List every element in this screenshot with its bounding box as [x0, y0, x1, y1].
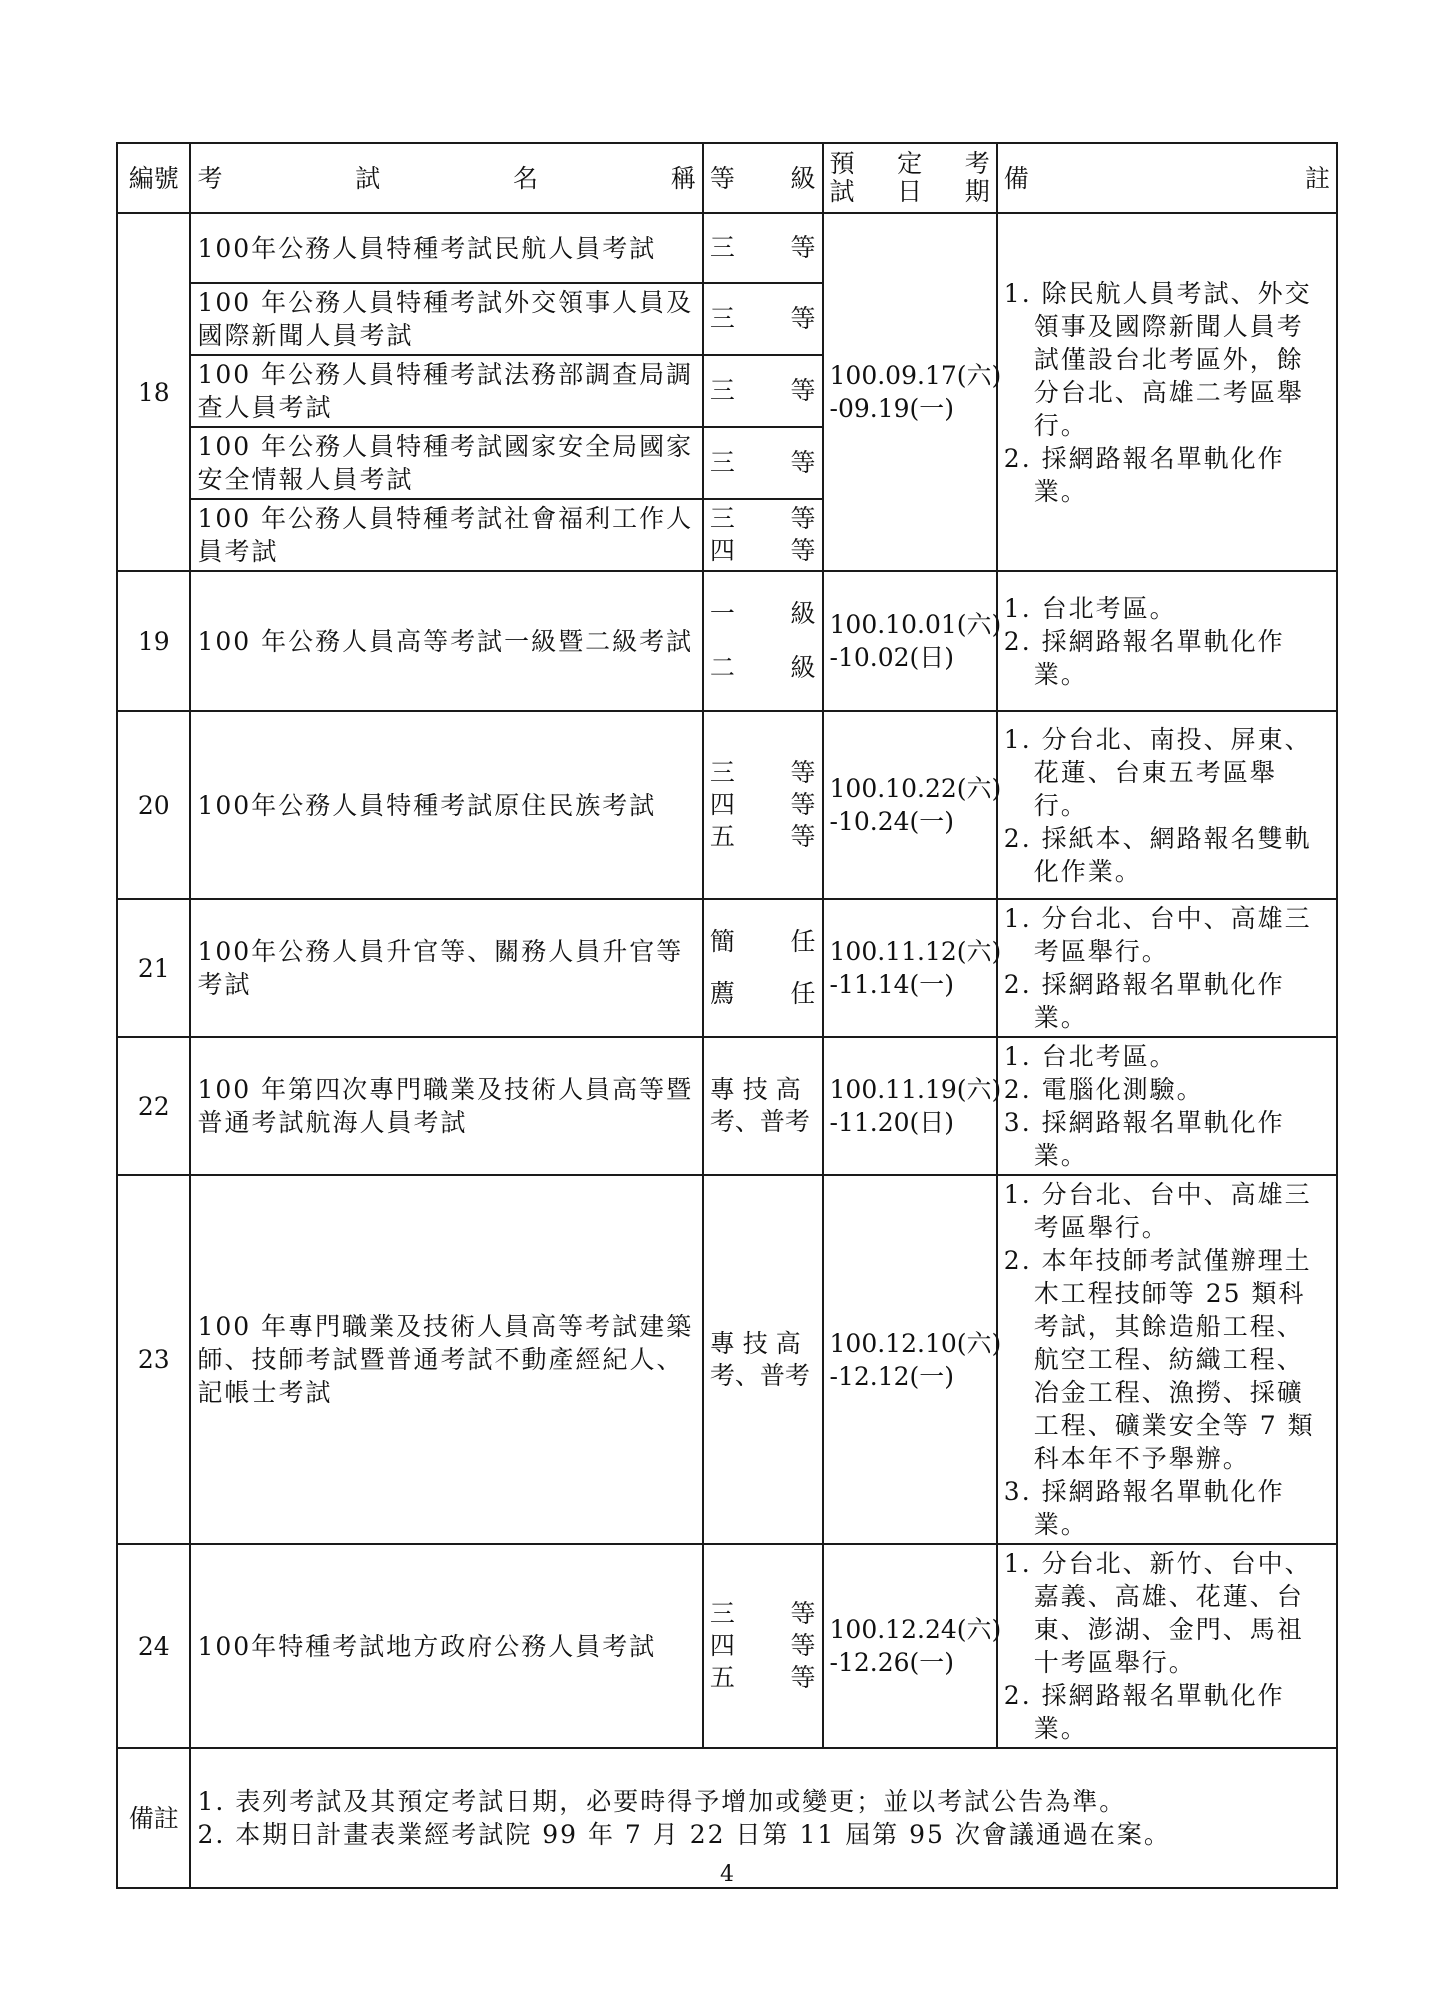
exam-name: 100 年公務人員特種考試法務部調查局調查人員考試	[190, 355, 702, 427]
remarks-label: 備註	[117, 1748, 190, 1888]
exam-notes: 1. 分台北、台中、高雄三考區舉行。 2. 採網路報名單軌化作業。	[997, 899, 1337, 1037]
exam-name: 100年公務人員特種考試原住民族考試	[190, 711, 702, 899]
exam-name: 100 年公務人員高等考試一級暨二級考試	[190, 571, 702, 711]
exam-grade: 三 等	[703, 427, 823, 499]
exam-name: 100年特種考試地方政府公務人員考試	[190, 1544, 702, 1748]
exam-notes: 1. 台北考區。 2. 採網路報名單軌化作業。	[997, 571, 1337, 711]
table-row	[117, 1175, 1337, 1544]
table-row	[117, 899, 1337, 1037]
exam-grade: 三 等	[703, 283, 823, 355]
exam-grade: 三 等	[703, 213, 823, 283]
exam-notes: 1. 台北考區。 2. 電腦化測驗。 3. 採網路報名單軌化作業。	[997, 1037, 1337, 1175]
table-row	[117, 1544, 1337, 1748]
exam-date: 100.09.17(六) -09.19(一)	[823, 213, 997, 571]
row-number: 23	[117, 1175, 190, 1544]
header-exam-name: 考 試 名 稱	[190, 143, 702, 213]
exam-name: 100 年公務人員特種考試外交領事人員及國際新聞人員考試	[190, 283, 702, 355]
exam-grade: 三 等 四 等 五 等	[703, 1544, 823, 1748]
row-number: 18	[117, 213, 190, 571]
exam-date: 100.10.22(六) -10.24(一)	[823, 711, 997, 899]
row-number: 22	[117, 1037, 190, 1175]
header-grade: 等 級	[703, 143, 823, 213]
exam-notes: 1. 分台北、南投、屏東、花蓮、台東五考區舉行。 2. 採紙本、網路報名雙軌化作業。	[997, 711, 1337, 899]
exam-grade: 一 級 二 級	[703, 571, 823, 711]
exam-notes: 1. 分台北、台中、高雄三考區舉行。 2. 本年技師考試僅辦理土木工程技師等 25 類科考試，其餘造船工程、航空工程、紡織工程、冶金工程、漁撈、採礦工程、礦業安全等 7 類科本年不予舉辦。 3. 採網路報名單軌化作業。	[997, 1175, 1337, 1544]
header-notes: 備 註	[997, 143, 1337, 213]
exam-date: 100.12.24(六) -12.26(一)	[823, 1544, 997, 1748]
exam-name: 100 年專門職業及技術人員高等考試建築師、技師考試暨普通考試不動產經紀人、記帳士考試	[190, 1175, 702, 1544]
exam-grade: 三 等	[703, 355, 823, 427]
row-number: 21	[117, 899, 190, 1037]
exam-notes: 1. 除民航人員考試、外交領事及國際新聞人員考試僅設台北考區外，餘分台北、高雄二考區舉行。 2. 採網路報名單軌化作業。	[997, 213, 1337, 571]
exam-date: 100.11.19(六) -11.20(日)	[823, 1037, 997, 1175]
table-row	[117, 711, 1337, 899]
row-number: 20	[117, 711, 190, 899]
header-scheduled-date: 預 定 考 試 日 期	[823, 143, 997, 213]
exam-date: 100.10.01(六) -10.02(日)	[823, 571, 997, 711]
exam-date: 100.12.10(六) -12.12(一)	[823, 1175, 997, 1544]
exam-schedule-table	[116, 142, 1338, 1889]
row-number: 19	[117, 571, 190, 711]
exam-grade: 專 技 高 考、普考	[703, 1175, 823, 1544]
exam-grade: 專 技 高 考、普考	[703, 1037, 823, 1175]
exam-grade: 簡 任 薦 任	[703, 899, 823, 1037]
exam-name: 100 年第四次專門職業及技術人員高等暨普通考試航海人員考試	[190, 1037, 702, 1175]
row-number: 24	[117, 1544, 190, 1748]
exam-grade: 三 等 四 等	[703, 499, 823, 571]
table-row	[117, 213, 1337, 283]
exam-notes: 1. 分台北、新竹、台中、嘉義、高雄、花蓮、台東、澎湖、金門、馬祖十考區舉行。 2. 採網路報名單軌化作業。	[997, 1544, 1337, 1748]
exam-name: 100年公務人員特種考試民航人員考試	[190, 213, 702, 283]
remarks-text: 1. 表列考試及其預定考試日期，必要時得予增加或變更；並以考試公告為準。 2. 本期日計畫表業經考試院 99 年 7 月 22 日第 11 屆第 95 次會議通過在案。	[190, 1748, 1337, 1888]
table-row	[117, 571, 1337, 711]
exam-date: 100.11.12(六) -11.14(一)	[823, 899, 997, 1037]
page-number: 4	[720, 1862, 734, 1887]
exam-grade: 三 等 四 等 五 等	[703, 711, 823, 899]
table-header-row	[117, 143, 1337, 213]
header-number: 編號	[117, 143, 190, 213]
exam-name: 100 年公務人員特種考試國家安全局國家安全情報人員考試	[190, 427, 702, 499]
table-row	[117, 1037, 1337, 1175]
exam-name: 100 年公務人員特種考試社會福利工作人員考試	[190, 499, 702, 571]
exam-name: 100年公務人員升官等、關務人員升官等考試	[190, 899, 702, 1037]
